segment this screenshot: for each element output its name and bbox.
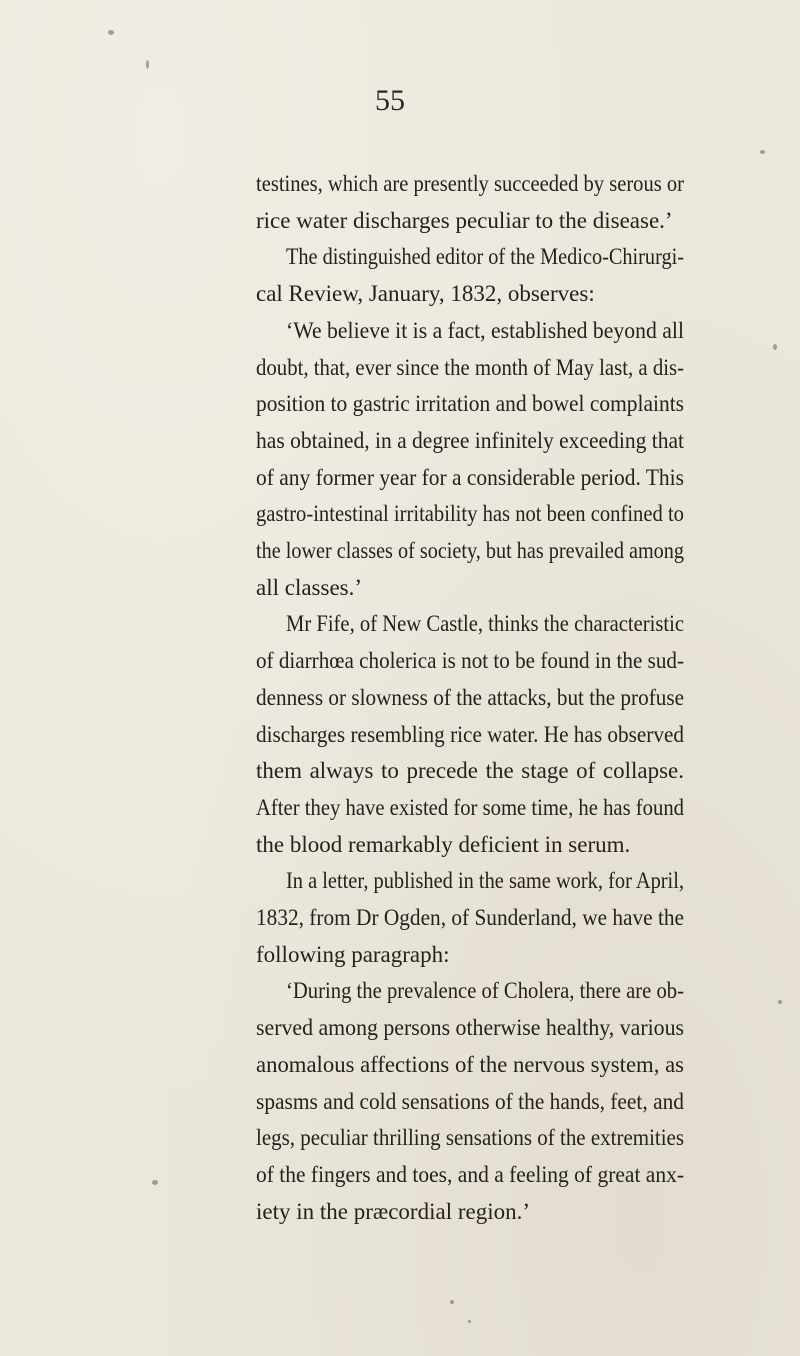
- paper-speck: [152, 1180, 158, 1185]
- text-line: gastro-intestinal irritability has not been confined to: [256, 501, 684, 527]
- text-line: ‘During the prevalence of Cholera, there are ob-: [286, 978, 684, 1004]
- text-line: 1832, from Dr Ogden, of Sunderland, we have the: [256, 905, 684, 931]
- paper-speck: [146, 60, 149, 69]
- body-text: [256, 166, 684, 1230]
- text-line: of any former year for a considerable period. This: [256, 464, 684, 490]
- text-line: all classes.’: [256, 574, 363, 600]
- page-number: 55: [375, 84, 405, 117]
- text-line: legs, peculiar thrilling sensations of the extremities: [256, 1125, 685, 1151]
- text-line: spasms and cold sensations of the hands, feet, and: [256, 1088, 684, 1114]
- paper-speck: [773, 344, 777, 350]
- text-line: position to gastric irritation and bowel complaints: [256, 391, 685, 417]
- paper-speck: [778, 1000, 782, 1004]
- text-line: cal Review, January, 1832, observes:: [256, 281, 595, 307]
- text-line: discharges resembling rice water. He has observed: [256, 721, 684, 747]
- text-line: following paragraph:: [256, 941, 450, 967]
- text-line: ‘We believe it is a fact, established beyond all: [286, 317, 684, 343]
- paper-speck: [108, 30, 114, 35]
- text-line: has obtained, in a degree infinitely exceeding that: [256, 427, 685, 453]
- paper-speck: [760, 150, 765, 154]
- text-line: doubt, that, ever since the month of May last, a dis-: [256, 354, 685, 380]
- text-line: denness or slowness of the attacks, but the profuse: [256, 684, 685, 710]
- text-line: The distinguished editor of the Medico-Chirurgi-: [286, 244, 684, 270]
- text-line: Mr Fife, of New Castle, thinks the characteristic: [286, 611, 685, 637]
- text-line: testines, which are presently succeeded by serous or: [256, 171, 685, 196]
- text-line: served among persons otherwise healthy, various: [256, 1015, 685, 1041]
- text-line: anomalous affections of the nervous system, as: [256, 1051, 685, 1077]
- paper-speck: [450, 1300, 454, 1304]
- text-line: After they have existed for some time, he has found: [256, 794, 685, 820]
- paper-speck: [468, 1320, 471, 1323]
- text-line: them always to precede the stage of collapse.: [256, 758, 684, 784]
- text-line: the blood remarkably deficient in serum.: [256, 831, 631, 857]
- text-line: iety in the præcordial region.’: [256, 1198, 531, 1224]
- text-line: rice water discharges peculiar to the disease.’: [256, 207, 673, 233]
- text-line: of the fingers and toes, and a feeling of great anx-: [256, 1161, 685, 1187]
- text-line: In a letter, published in the same work, for April,: [286, 868, 684, 894]
- text-line: the lower classes of society, but has prevailed among: [256, 538, 684, 564]
- text-line: of diarrhœa cholerica is not to be found in the sud-: [256, 648, 684, 674]
